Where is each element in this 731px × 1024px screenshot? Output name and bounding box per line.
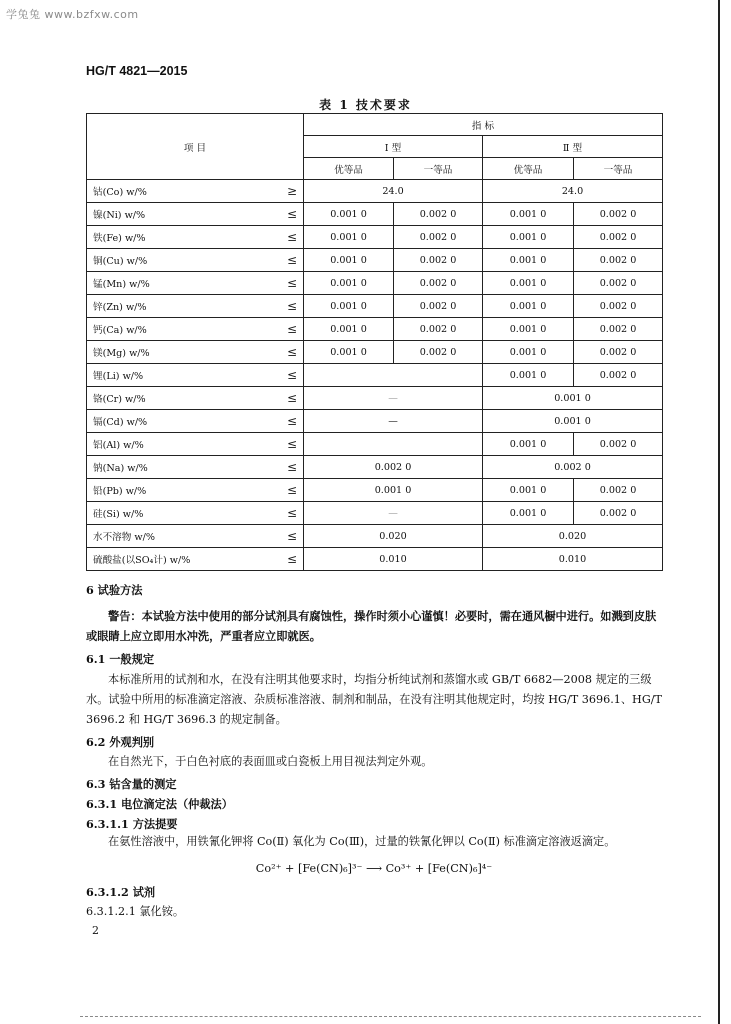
cell: 0.002 0 <box>394 295 483 318</box>
cell: 0.001 0 <box>304 295 394 318</box>
section-6-2-title: 6.2 外观判别 <box>86 735 155 749</box>
cell: 0.001 0 <box>483 502 574 525</box>
cell: 0.001 0 <box>483 226 574 249</box>
row-name: 铁(Fe) w/% <box>87 226 267 249</box>
cell: 0.001 0 <box>483 341 574 364</box>
row-symbol: ≤ <box>267 410 304 433</box>
table-row <box>87 479 663 502</box>
table-row <box>87 272 663 295</box>
table-row <box>87 364 663 387</box>
cell: 0.001 0 <box>483 272 574 295</box>
cell: 0.002 0 <box>394 272 483 295</box>
row-symbol: ≤ <box>267 479 304 502</box>
cell: 0.010 <box>304 548 483 571</box>
page-number: 2 <box>92 924 99 937</box>
table-row <box>87 456 663 479</box>
row-symbol: ≤ <box>267 203 304 226</box>
table-row <box>87 341 663 364</box>
section-heading: 6 试验方法 <box>86 583 143 597</box>
technical-requirements-table <box>86 113 663 571</box>
cell: 24.0 <box>483 180 663 203</box>
cell: 0.001 0 <box>483 318 574 341</box>
row-symbol: ≤ <box>267 387 304 410</box>
cell: 0.002 0 <box>574 226 663 249</box>
row-name: 锰(Mn) w/% <box>87 272 267 295</box>
row-symbol: ≤ <box>267 456 304 479</box>
header-type2-first: 一等品 <box>574 158 663 180</box>
cell-dash: — <box>304 387 483 410</box>
row-symbol: ≤ <box>267 433 304 456</box>
row-name: 铝(Al) w/% <box>87 433 267 456</box>
table-row <box>87 433 663 456</box>
row-name: 铬(Cr) w/% <box>87 387 267 410</box>
header-type1-first: 一等品 <box>394 158 483 180</box>
section-6-3-1-2-title: 6.3.1.2 试剂 <box>86 885 156 899</box>
row-name: 镁(Mg) w/% <box>87 341 267 364</box>
section-6-1-title: 6.1 一般规定 <box>86 652 155 666</box>
cell: 24.0 <box>304 180 483 203</box>
header-type1: Ⅰ 型 <box>304 136 483 158</box>
row-symbol: ≤ <box>267 226 304 249</box>
cell: 0.001 0 <box>483 364 574 387</box>
table-row <box>87 295 663 318</box>
row-symbol: ≤ <box>267 502 304 525</box>
row-name: 铅(Pb) w/% <box>87 479 267 502</box>
cell: 0.001 0 <box>304 318 394 341</box>
cell: 0.001 0 <box>304 479 483 502</box>
table-row <box>87 180 663 203</box>
warning-text: 警告：本试验方法中使用的部分试剂具有腐蚀性，操作时须小心谨慎！必要时，需在通风橱中进行。如溅到皮肤或眼睛上应立即用水冲洗，严重者应立即就医。 <box>86 609 657 643</box>
cell: 0.002 0 <box>574 433 663 456</box>
header-item: 项 目 <box>87 114 304 180</box>
section-6-2-text: 在自然光下，于白色衬底的表面皿或白瓷板上用目视法判定外观。 <box>108 755 433 768</box>
cell: 0.001 0 <box>483 479 574 502</box>
table-row <box>87 548 663 571</box>
header-type2-premium: 优等品 <box>483 158 574 180</box>
row-name: 镉(Cd) w/% <box>87 410 267 433</box>
cell: 0.001 0 <box>304 203 394 226</box>
cell: 0.002 0 <box>574 249 663 272</box>
cell: 0.001 0 <box>483 249 574 272</box>
cell-empty <box>304 364 483 387</box>
row-symbol: ≤ <box>267 272 304 295</box>
row-symbol: ≤ <box>267 295 304 318</box>
cell: 0.002 0 <box>574 318 663 341</box>
row-name: 钙(Ca) w/% <box>87 318 267 341</box>
table-row <box>87 249 663 272</box>
section-6-3-title: 6.3 钴含量的测定 <box>86 777 177 791</box>
row-symbol: ≤ <box>267 364 304 387</box>
section-6-title <box>86 582 662 598</box>
row-symbol: ≤ <box>267 548 304 571</box>
cell: 0.002 0 <box>304 456 483 479</box>
cell: 0.001 0 <box>304 272 394 295</box>
row-name: 钠(Na) w/% <box>87 456 267 479</box>
row-symbol: ≤ <box>267 525 304 548</box>
table-row <box>87 525 663 548</box>
cell: 0.002 0 <box>574 203 663 226</box>
cell: 0.020 <box>304 525 483 548</box>
cell: 0.002 0 <box>394 318 483 341</box>
standard-number: HG/T 4821—2015 <box>86 64 188 78</box>
cell: 0.020 <box>483 525 663 548</box>
cell: 0.002 0 <box>574 272 663 295</box>
row-symbol: ≤ <box>267 341 304 364</box>
cell: 0.002 0 <box>394 341 483 364</box>
section-6-3-1-title: 6.3.1 电位滴定法（仲裁法） <box>86 797 233 811</box>
scan-edge <box>718 0 720 1024</box>
row-name: 硫酸盐(以SO₄计) w/% <box>87 548 267 571</box>
reaction-equation: Co²⁺ + [Fe(CN)₆]³⁻ ⟶ Co³⁺ + [Fe(CN)₆]⁴⁻ <box>255 862 493 875</box>
table-caption: 表 1 技术要求 <box>319 98 412 112</box>
cell: 0.002 0 <box>574 479 663 502</box>
cell-dash: — <box>304 410 483 433</box>
cell: 0.002 0 <box>483 456 663 479</box>
row-name: 锌(Zn) w/% <box>87 295 267 318</box>
table-row <box>87 387 663 410</box>
header-index: 指 标 <box>304 114 663 136</box>
section-6-3-1-1-title: 6.3.1.1 方法提要 <box>86 817 178 831</box>
table-row <box>87 410 663 433</box>
header-type1-premium: 优等品 <box>304 158 394 180</box>
header-type2: Ⅱ 型 <box>483 136 663 158</box>
table-row <box>87 203 663 226</box>
cell-empty <box>304 433 483 456</box>
section-6-3-1-1-text: 在氨性溶液中，用铁氰化钾将 Co(Ⅱ) 氧化为 Co(Ⅲ)，过量的铁氰化钾以 Co(Ⅱ) 标准滴定溶液返滴定。 <box>108 835 616 848</box>
row-name: 镍(Ni) w/% <box>87 203 267 226</box>
row-name: 硅(Si) w/% <box>87 502 267 525</box>
table-row <box>87 502 663 525</box>
table-row <box>87 226 663 249</box>
cell: 0.002 0 <box>394 203 483 226</box>
cell: 0.002 0 <box>394 226 483 249</box>
row-symbol: ≥ <box>267 180 304 203</box>
cell: 0.002 0 <box>394 249 483 272</box>
cell: 0.001 0 <box>483 433 574 456</box>
cell: 0.002 0 <box>574 341 663 364</box>
row-symbol: ≤ <box>267 318 304 341</box>
scan-bottom-edge <box>80 1016 701 1019</box>
cell: 0.001 0 <box>483 295 574 318</box>
cell-dash: — <box>304 502 483 525</box>
watermark: 学兔兔 www.bzfxw.com <box>6 8 139 21</box>
section-6-3-1-2-1-text: 6.3.1.2.1 氯化铵。 <box>86 905 185 918</box>
row-name: 锂(Li) w/% <box>87 364 267 387</box>
row-name: 钴(Co) w/% <box>87 180 267 203</box>
cell: 0.001 0 <box>304 341 394 364</box>
row-symbol: ≤ <box>267 249 304 272</box>
cell: 0.001 0 <box>304 249 394 272</box>
cell: 0.001 0 <box>304 226 394 249</box>
row-name: 铜(Cu) w/% <box>87 249 267 272</box>
cell: 0.002 0 <box>574 295 663 318</box>
cell: 0.002 0 <box>574 364 663 387</box>
cell: 0.001 0 <box>483 203 574 226</box>
row-name: 水不溶物 w/% <box>87 525 267 548</box>
cell: 0.002 0 <box>574 502 663 525</box>
cell: 0.010 <box>483 548 663 571</box>
cell: 0.001 0 <box>483 410 663 433</box>
section-6-1-text: 本标准所用的试剂和水，在没有注明其他要求时，均指分析纯试剂和蒸馏水或 GB/T 6682—2008 规定的三级水。试验中所用的标准滴定溶液、杂质标准溶液、制剂和制品，在没有注明其他规定时，均按 HG/T 3696.1、HG/T 3696.2 和 HG/T 3696.3 的规定制备。 <box>86 673 662 726</box>
cell: 0.001 0 <box>483 387 663 410</box>
table-row <box>87 318 663 341</box>
